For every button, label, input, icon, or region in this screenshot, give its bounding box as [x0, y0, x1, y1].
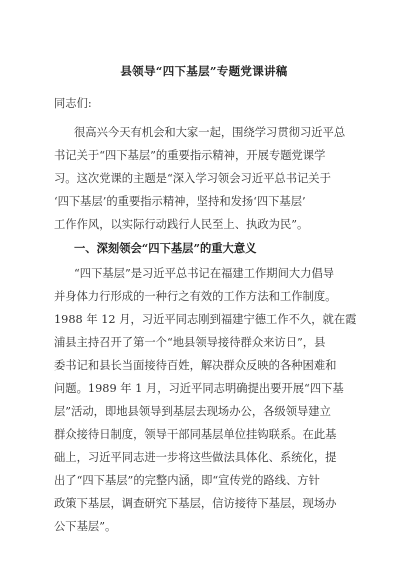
body-line: 委书记和县长当面接待百姓，解决群众反映的各种困难和	[54, 359, 337, 372]
body-line: 层”活动，即地县领导到基层去现场办公，各级领导建立	[54, 405, 331, 418]
body-line: 公下基层”。	[54, 520, 117, 533]
section-heading: 一、深刻领会“四下基层”的重大意义	[74, 241, 257, 255]
intro-line: 工作作风，以实际行动践行人民至上、执政为民”。	[54, 218, 309, 231]
body-line: 础上，习近平同志进一步将这些做法具体化、系统化，提	[54, 451, 337, 464]
intro-line: 习。这次党课的主题是“深入学习领会习近平总书记关于	[54, 172, 331, 185]
body-line: 并身体力行形成的一种行之有效的工作方法和工作制度。	[54, 290, 337, 303]
body-line: 出了“四下基层”的完整内涵，即“宣传党的路线、方针	[54, 474, 320, 487]
intro-line: 书记关于“四下基层”的重要指示精神，开展专题党课学	[54, 149, 326, 162]
body-line: “四下基层”是习近平总书记在福建工作期间大力倡导	[74, 267, 335, 280]
body-line: 问题。1989 年 1 月，习近平同志明确提出要开展“四下基	[54, 382, 344, 395]
body-line: 1988 年 12 月，习近平同志刚到福建宁德工作不久，就在霞	[54, 313, 357, 326]
body-line: 群众接待日制度，领导干部同基层单位挂钩联系。在此基	[54, 428, 337, 441]
intro-line: 很高兴今天有机会和大家一起，围绕学习贯彻习近平总	[74, 126, 346, 139]
body-line: 浦县主持召开了第一个“地县领导接待群众来访日”，县	[54, 336, 326, 349]
body-line: 政策下基层，调查研究下基层，信访接待下基层，现场办	[54, 497, 337, 510]
document-title: 县领导“四下基层”专题党课讲稿	[120, 64, 288, 78]
salutation: 同志们:	[54, 97, 92, 110]
intro-line: ‘四下基层’的重要指示精神，坚持和发扬‘四下基层’	[54, 195, 306, 208]
